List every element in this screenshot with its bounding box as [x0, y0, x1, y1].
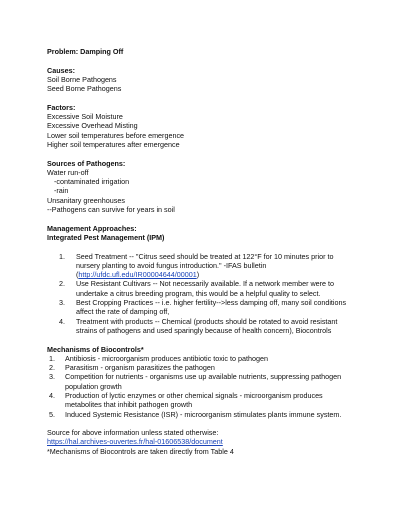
biocontrol-item: [49, 410, 370, 419]
ipm-heading: Integrated Pest Management (IPM): [47, 232, 165, 242]
biocontrol-item: [49, 391, 370, 410]
biocontrols-heading: Mechanisms of Biocontrols*: [47, 344, 144, 354]
factor-item: Higher soil temperatures after emergence: [47, 139, 180, 149]
paren-open: (: [76, 270, 79, 280]
item-line: affect the rate of damping off,: [76, 307, 170, 317]
item-number: 4.: [49, 390, 55, 400]
source-note: Source for above information unless stated otherwise:: [47, 428, 219, 438]
item-line: Induced Systemic Resistance (ISR) - microorganism stimulates plants immune system.: [65, 409, 342, 419]
cause-item: Seed Borne Pathogens: [47, 84, 122, 94]
factor-item: Lower soil temperatures before emergence: [47, 130, 185, 140]
item-number: 3.: [49, 372, 55, 382]
management-heading: Management Approaches:: [47, 223, 137, 233]
item-line: Use Resistant Cultivars -- Not necessarily available. If a network member were to: [76, 279, 335, 289]
item-line: population growth: [65, 381, 122, 391]
cause-item: Soil Borne Pathogens: [47, 74, 117, 84]
footnote: *Mechanisms of Biocontrols are taken directly from Table 4: [47, 446, 234, 456]
problem-title: Problem: Damping Off: [47, 47, 124, 56]
biocontrol-item: [49, 354, 370, 363]
item-number: 2.: [59, 279, 65, 289]
item-line: Seed Treatment -- "Citrus seed should be treated at 122°F for 10 minutes prior to: [76, 251, 334, 261]
item-number: 3.: [59, 298, 65, 308]
source-sub-item: -rain: [54, 186, 69, 196]
item-number: 1.: [59, 251, 65, 261]
management-item: [59, 317, 370, 336]
biocontrol-item: [49, 372, 370, 391]
item-line: Competition for nutrients - organisms use up available nutrients, suppressing pathogen: [65, 372, 342, 382]
management-item: [59, 298, 370, 317]
sources-heading: Sources of Pathogens:: [47, 158, 126, 168]
item-line: Production of lyctic enzymes or other chemical signals - microorganism produces: [65, 390, 323, 400]
item-number: 1.: [49, 353, 55, 363]
source-unsanitary: Unsanitary greenhouses: [47, 195, 125, 205]
item-line: strains of pathogens and used sparingly because of health concern), Biocontrols: [76, 325, 332, 335]
management-item: [59, 279, 370, 298]
item-number: 5.: [49, 409, 55, 419]
source-survive: --Pathogens can survive for years in soil: [47, 205, 175, 215]
source-water: Water run-off: [47, 167, 89, 177]
item-line: Parasitism - organism parasitizes the pathogen: [65, 363, 215, 373]
ifas-bulletin-link[interactable]: http://ufdc.ufl.edu/IR00004644/00001: [78, 270, 197, 280]
causes-heading: Causes:: [47, 65, 75, 75]
factor-item: Excessive Overhead Misting: [47, 121, 138, 131]
item-line: undertake a citrus breeding program, this would be a helpful quality to select.: [76, 288, 321, 298]
item-line: metabolites that inhibit pathogen growth: [65, 400, 193, 410]
item-line: nursery planting to avoid fungus introduction." -IFAS bulletin: [76, 260, 267, 270]
biocontrol-item: [49, 363, 370, 372]
source-sub-item: -contaminated irrigation: [54, 177, 130, 187]
item-line: Antibiosis - microorganism produces antibiotic toxic to pathogen: [65, 353, 268, 363]
factor-item: Excessive Soil Moisture: [47, 112, 123, 122]
factors-heading: Factors:: [47, 102, 76, 112]
item-line: Treatment with products -- Chemical (products should be rotated to avoid resistant: [76, 316, 338, 326]
biocontrols-list: [49, 354, 370, 419]
item-line: Best Cropping Practices -- i.e. higher fertility-->less damping off, many soil conditions: [76, 298, 347, 308]
management-list: [59, 252, 370, 336]
item-line: [76, 270, 370, 279]
item-number: 4.: [59, 316, 65, 326]
item-number: 2.: [49, 363, 55, 373]
paren-close: ): [196, 270, 200, 280]
hal-archive-link[interactable]: https://hal.archives-ouvertes.fr/hal-01606538/document: [47, 437, 223, 447]
management-item: [59, 252, 370, 280]
